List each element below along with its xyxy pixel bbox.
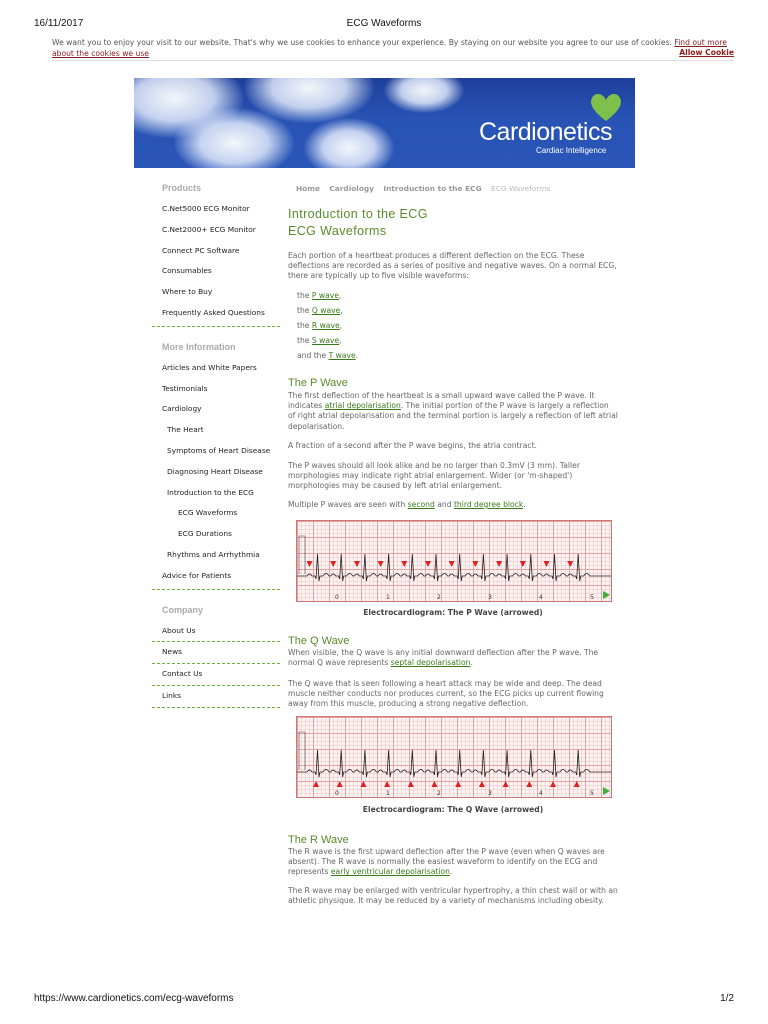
sidebar-item-about-us[interactable]: About Us — [162, 625, 196, 635]
atrial-depolarisation-link[interactable]: atrial depolarisation — [324, 401, 401, 411]
wave-arrow-marker — [425, 561, 431, 567]
print-title: ECG Waveforms — [346, 18, 422, 29]
sidebar-item-introduction-to-the-ecg[interactable]: Introduction to the ECG — [167, 487, 254, 497]
wave-arrow-marker — [496, 561, 502, 567]
sidebar-item-frequently-asked-questions[interactable]: Frequently Asked Questions — [162, 307, 265, 317]
ecg-time-label: 3 — [488, 790, 492, 797]
p-wave-paragraph: A fraction of a second after the P wave begins, the atria contract. — [288, 441, 537, 450]
list-item: the R wave, — [297, 321, 343, 330]
sidebar-item-consumables[interactable]: Consumables — [162, 266, 212, 276]
sidebar-item-ecg-durations[interactable]: ECG Durations — [178, 529, 232, 539]
sidebar — [152, 178, 280, 708]
strip-end-icon — [603, 787, 610, 795]
breadcrumb-home[interactable]: Home — [296, 184, 320, 193]
figure-caption: Electrocardiogram: The Q Wave (arrowed) — [362, 805, 544, 814]
wave-arrow-marker — [574, 781, 580, 787]
cookie-text: We want you to enjoy your visit to our website. That's why we use cookies to enhance your experience. By staying on our website you agree to our use of cookies. — [52, 38, 672, 47]
list-item: the S wave, — [297, 336, 342, 345]
ecg-trace-line — [297, 554, 611, 581]
r-wave-heading: The R Wave — [288, 834, 349, 846]
sidebar-divider — [152, 707, 280, 708]
list-item: and the T wave. — [297, 351, 359, 360]
allow-cookie-button[interactable]: Allow Cookie — [679, 48, 734, 57]
ecg-time-label: 0 — [335, 594, 339, 601]
septal-depolarisation-link[interactable]: septal depolarisation — [390, 658, 471, 668]
sidebar-item-rhythms-and-arrhythmia[interactable]: Rhythms and Arrhythmia — [167, 549, 260, 559]
p-wave-link[interactable]: P wave — [311, 291, 339, 300]
sidebar-item-connect-pc-software[interactable]: Connect PC Software — [162, 245, 240, 255]
sidebar-item-testimonials[interactable]: Testimonials — [162, 383, 208, 393]
sidebar-heading-products: Products — [162, 183, 202, 193]
wave-arrow-marker — [330, 561, 336, 567]
sidebar-item-c-net2000-ecg-monitor[interactable]: C.Net2000+ ECG Monitor — [162, 224, 256, 234]
sidebar-item-symptoms-of-heart-disease[interactable]: Symptoms of Heart Disease — [167, 445, 271, 455]
ecg-trace — [297, 717, 611, 797]
ecg-strip-q-wave — [296, 716, 612, 798]
ecg-time-label: 4 — [539, 790, 543, 797]
wave-arrow-marker — [550, 781, 556, 787]
wave-arrow-marker — [378, 561, 384, 567]
ecg-trace-line — [297, 750, 611, 777]
ecg-trace — [297, 521, 611, 601]
breadcrumb-cardiology[interactable]: Cardiology — [329, 184, 375, 193]
q-wave-paragraph: When visible, the Q wave is any initial downward deflection after the P wave. The normal Q wave represents septal depolarisation. — [288, 648, 599, 668]
sidebar-item-links[interactable]: Links — [162, 690, 181, 700]
cloud-graphic — [384, 78, 464, 113]
sidebar-heading-more: More Information — [162, 341, 236, 352]
ecg-time-label: 1 — [386, 594, 390, 601]
wave-arrow-marker — [360, 781, 366, 787]
strip-end-icon — [603, 591, 610, 599]
sidebar-divider — [152, 589, 280, 590]
p-wave-paragraph: The first deflection of the heartbeat is a small upward wave called the P wave. It indicates atrial depolarisation. The initial portion of the P wave is largely a reflection of right atrial depolarisation and the terminal portion is largely a reflection of left atrial depolarisation. — [288, 391, 618, 431]
list-item: the Q wave, — [297, 306, 343, 315]
sidebar-heading-company: Company — [162, 604, 204, 615]
ecg-time-label: 5 — [590, 790, 594, 797]
wave-arrow-marker — [354, 561, 360, 567]
wave-arrow-marker — [337, 781, 343, 787]
second-degree-block-link[interactable]: second — [407, 500, 435, 509]
sidebar-item-cardiology[interactable]: Cardiology — [162, 404, 202, 414]
p-wave-heading: The P Wave — [288, 377, 348, 389]
t-wave-link[interactable]: T wave — [328, 351, 356, 360]
sidebar-item-articles-and-white-papers[interactable]: Articles and White Papers — [162, 362, 257, 372]
r-wave-paragraph: The R wave is the first upward deflection after the P wave (even when Q waves are absent). The R wave is normally the easiest waveform to identify on the ECG and represents early ventricular depolarisation. — [288, 847, 605, 877]
wave-arrow-marker — [520, 561, 526, 567]
p-wave-paragraph: The P waves should all look alike and be no larger than 0.3mV (3 mm). Taller morphologies may indicate right atrial enlargement. Wider (or 'm-shaped') morphologies may be caused by left atrial enlargement. — [288, 461, 580, 491]
q-wave-link[interactable]: Q wave — [311, 306, 341, 315]
early-ventricular-depolarisation-link[interactable]: early ventricular depolarisation — [330, 867, 450, 877]
wave-arrow-marker — [526, 781, 532, 787]
wave-arrow-marker — [384, 781, 390, 787]
wave-arrow-marker — [408, 781, 414, 787]
ecg-time-label: 0 — [335, 790, 339, 797]
page-subtitle: ECG Waveforms — [288, 224, 387, 238]
cookie-banner — [52, 38, 734, 59]
wave-arrow-marker — [544, 561, 550, 567]
site-banner[interactable] — [134, 78, 635, 168]
intro-paragraph: Each portion of a heartbeat produces a different deflection on the ECG. These deflections are recorded as a series of positive and negative waves. On a normal ECG, there are typically up to five visible waveforms: — [288, 251, 617, 281]
sidebar-item-advice-for-patients[interactable]: Advice for Patients — [162, 570, 232, 580]
sidebar-item-diagnosing-heart-disease[interactable]: Diagnosing Heart Disease — [167, 466, 263, 476]
ecg-time-label: 1 — [386, 790, 390, 797]
brand-name: Cardionetics — [479, 118, 612, 146]
breadcrumb — [296, 184, 557, 193]
ecg-time-label: 4 — [539, 594, 543, 601]
p-wave-paragraph: Multiple P waves are seen with second and third degree block. — [288, 500, 526, 509]
r-wave-link[interactable]: R wave — [311, 321, 340, 330]
q-wave-heading: The Q Wave — [288, 635, 350, 647]
sidebar-item-c-net5000-ecg-monitor[interactable]: C.Net5000 ECG Monitor — [162, 204, 250, 213]
cookie-info-link[interactable]: Find out more about the cookies we use — [52, 38, 727, 58]
wave-arrow-marker — [307, 561, 313, 567]
cloud-graphic — [304, 118, 394, 168]
sidebar-item-contact-us[interactable]: Contact Us — [162, 669, 203, 679]
page-title: Introduction to the ECG — [288, 207, 428, 221]
s-wave-link[interactable]: S wave — [311, 336, 340, 345]
ecg-time-label: 2 — [437, 790, 441, 797]
calibration-pulse — [299, 732, 305, 770]
waves-list — [297, 288, 358, 363]
sidebar-item-news[interactable]: News — [162, 647, 182, 657]
sidebar-item-the-heart[interactable]: The Heart — [167, 425, 204, 435]
calibration-pulse — [299, 536, 305, 574]
ecg-time-label: 5 — [590, 594, 594, 601]
wave-arrow-marker — [313, 781, 319, 787]
wave-arrow-marker — [449, 561, 455, 567]
list-item: the P wave, — [297, 291, 342, 300]
wave-arrow-marker — [567, 561, 573, 567]
wave-arrow-marker — [432, 781, 438, 787]
ecg-time-label: 3 — [488, 594, 492, 601]
wave-arrow-marker — [401, 561, 407, 567]
ecg-time-label: 2 — [437, 594, 441, 601]
wave-arrow-marker — [479, 781, 485, 787]
print-footer — [34, 993, 734, 1004]
wave-arrow-marker — [503, 781, 509, 787]
print-date: 16/11/2017 — [34, 18, 84, 29]
breadcrumb-current: ECG Waveforms — [491, 184, 551, 193]
sidebar-item-ecg-waveforms[interactable]: ECG Waveforms — [178, 508, 238, 518]
divider — [52, 60, 734, 61]
sidebar-item-where-to-buy[interactable]: Where to Buy — [162, 287, 213, 297]
print-page-number: 1/2 — [720, 993, 734, 1004]
print-url: https://www.cardionetics.com/ecg-waveforms — [34, 993, 234, 1004]
ecg-strip-p-wave — [296, 520, 612, 602]
q-wave-paragraph: The Q wave that is seen following a heart attack may be wide and deep. The dead muscle neither conducts nor produces current, so the ECG picks up current flowing away from this muscle, producing a strong negative deflection. — [288, 679, 604, 709]
breadcrumb-intro-ecg[interactable]: Introduction to the ECG — [383, 184, 482, 193]
wave-arrow-marker — [455, 781, 461, 787]
r-wave-paragraph: The R wave may be enlarged with ventricular hypertrophy, a thin chest wall or with an athletic physique. It may be reduced by a variety of mechanisms including obesity. — [288, 886, 618, 906]
figure-caption: Electrocardiogram: The P Wave (arrowed) — [363, 608, 543, 617]
third-degree-block-link[interactable]: third degree block — [453, 500, 524, 509]
print-header — [34, 18, 734, 32]
wave-arrow-marker — [472, 561, 478, 567]
brand-tagline: Cardiac Intelligence — [536, 146, 607, 155]
sidebar-divider — [152, 326, 280, 327]
